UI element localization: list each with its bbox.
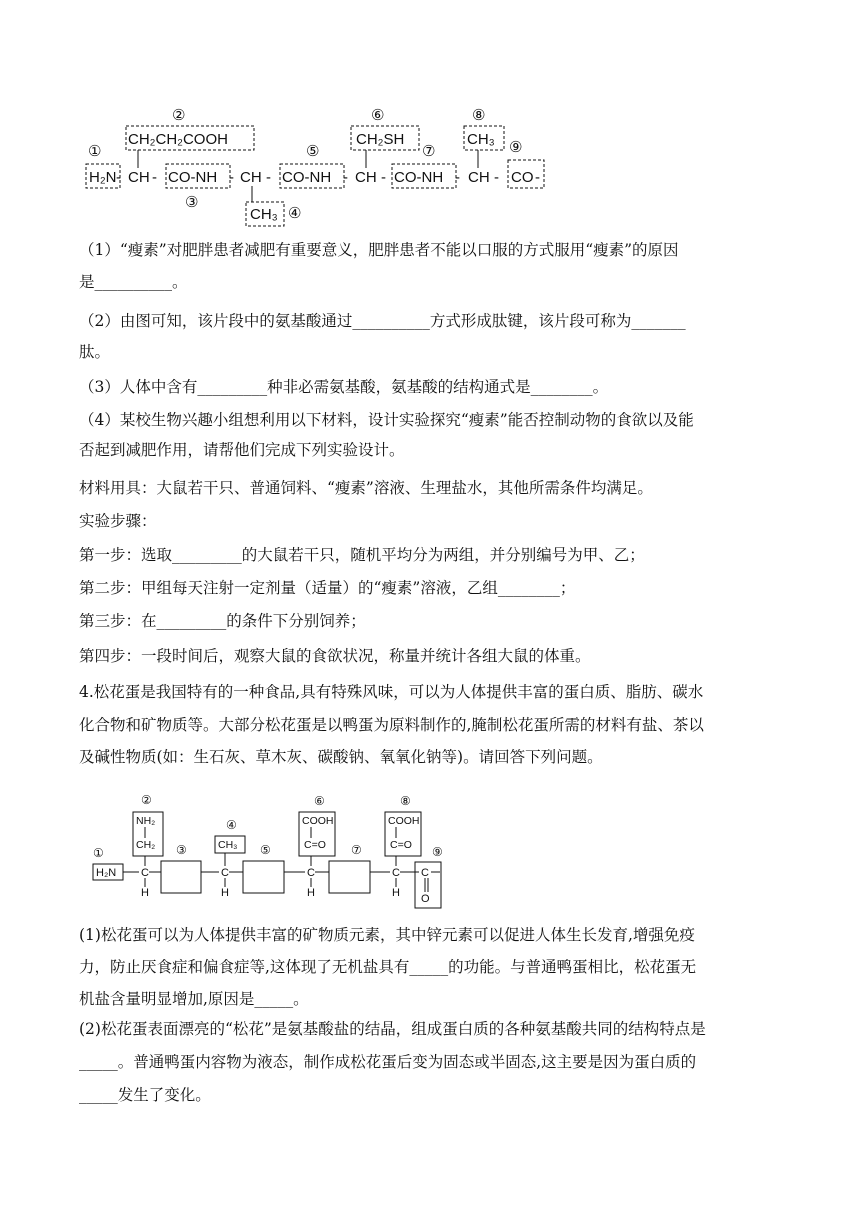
peptide-bond-7: CO-NH xyxy=(394,169,444,186)
fig2-label-7: ⑦ xyxy=(351,843,362,857)
fig2-label-8: ⑧ xyxy=(400,794,411,808)
step-4: 第四步：一段时间后，观察大鼠的食欲状况，称量并统计各组大鼠的体重。 xyxy=(79,647,591,665)
label-1: ① xyxy=(88,143,102,160)
fig2-label-4: ④ xyxy=(226,818,237,832)
svg-text:-: - xyxy=(494,169,499,186)
p4q1-line-2: 力，防止厌食症和偏食症等,这体现了无机盐具有_____的功能。与普通鸭蛋相比，松花蛋无 xyxy=(79,958,697,976)
p4q2-line-1: (2)松花蛋表面漂亮的“松花”是氨基酸盐的结晶，组成蛋白质的各种氨基酸共同的结构特点是 xyxy=(79,1020,706,1038)
q1-line-1: （1）“瘦素”对肥胖患者减肥有重要意义，肥胖患者不能以口服的方式服用“瘦素”的原因 xyxy=(79,241,679,259)
svg-text:-: - xyxy=(266,169,271,186)
svg-text:-: - xyxy=(116,169,121,186)
amino-group: H₂N xyxy=(89,169,117,186)
fig2-r-ch3: CH₃ xyxy=(218,839,238,851)
q2-line-1: （2）由图可知，该片段中的氨基酸通过__________方式形成肽键，该片段可称为_______ xyxy=(79,312,686,330)
carboxyl-end-9: CO xyxy=(511,169,534,186)
p4q2-line-2: _____。普通鸭蛋内容物为液态，制作成松花蛋后变为固态或半固态,这主要是因为蛋白质的 xyxy=(79,1053,697,1071)
label-2: ② xyxy=(172,107,186,124)
problem-4-line-2: 化合物和矿物质等。大部分松花蛋是以鸭蛋为原料制作的,腌制松花蛋所需的材料有盐、茶以 xyxy=(79,716,704,734)
problem-4-line-3: 及碱性物质(如：生石灰、草木灰、碳酸钠、氧氧化钠等)。请回答下列问题。 xyxy=(79,748,603,766)
fig2-label-6: ⑥ xyxy=(314,794,325,808)
peptide-bond-5: CO-NH xyxy=(282,169,332,186)
fig2-alpha-c-4: C xyxy=(392,867,400,879)
q1-line-2: 是__________。 xyxy=(79,273,188,291)
svg-text:-: - xyxy=(535,169,540,186)
fig2-alpha-c-2: C xyxy=(221,867,229,879)
svg-text:-: - xyxy=(229,169,234,186)
alpha-carbon-2: CH xyxy=(240,169,262,186)
label-7: ⑦ xyxy=(422,143,436,160)
label-4: ④ xyxy=(288,205,302,222)
peptide-structure-figure-2 xyxy=(88,790,468,910)
fig2-amino-group: H₂N xyxy=(96,867,117,879)
q4-line-1: （4）某校生物兴趣小组想利用以下材料，设计实验探究“瘦素”能否控制动物的食欲以及能 xyxy=(79,411,694,429)
label-3: ③ xyxy=(185,194,199,211)
q4-line-2: 否起到减肥作用，请帮他们完成下列实验设计。 xyxy=(79,441,405,459)
fig2-h-3: H xyxy=(307,887,315,899)
fig2-label-9: ⑨ xyxy=(432,845,443,859)
p4q2-line-3: _____发生了变化。 xyxy=(79,1086,211,1104)
fig2-r-co-2: C=O xyxy=(390,839,412,851)
r-group-2: CH₂CH₂COOH xyxy=(128,131,228,148)
fig2-terminal-c: C xyxy=(421,867,429,879)
alpha-carbon-1: CH xyxy=(128,169,150,186)
fig2-r-nh2: NH₂ xyxy=(136,815,156,827)
fig2-h-4: H xyxy=(392,887,400,899)
svg-text:-: - xyxy=(455,169,460,186)
peptide-structure-figure-1 xyxy=(80,100,560,230)
fig2-r-cooh-2: COOH xyxy=(388,815,420,827)
fig2-alpha-c-3: C xyxy=(307,867,315,879)
fig2-label-1: ① xyxy=(93,846,104,860)
peptide-bond-3: CO-NH xyxy=(168,169,218,186)
fig2-h-1: H xyxy=(141,887,149,899)
r-group-8: CH₃ xyxy=(467,131,495,148)
materials-line: 材料用具：大鼠若干只、普通饲料、“瘦素”溶液、生理盐水，其他所需条件均满足。 xyxy=(79,479,653,497)
label-6: ⑥ xyxy=(371,107,385,124)
alpha-carbon-3: CH xyxy=(355,169,377,186)
step-1: 第一步：选取_________的大鼠若干只，随机平均分为两组，并分别编号为甲、乙； xyxy=(79,546,645,564)
problem-4-line-1: 4.松花蛋是我国特有的一种食品,具有特殊风味，可以为人体提供丰富的蛋白质、脂肪、碳水 xyxy=(79,683,704,701)
step-2: 第二步：甲组每天注射一定剂量（适量）的“瘦素”溶液，乙组________； xyxy=(79,579,576,597)
svg-text:-: - xyxy=(152,169,157,186)
p4q1-line-3: 机盐含量明显增加,原因是_____。 xyxy=(79,990,309,1008)
label-9: ⑨ xyxy=(509,139,523,156)
fig2-r-ch2: CH₂ xyxy=(136,839,156,851)
alpha-carbon-4: CH xyxy=(468,169,490,186)
fig2-label-5: ⑤ xyxy=(260,843,271,857)
q2-line-2: 肽。 xyxy=(79,343,111,361)
fig2-r-co-1: C=O xyxy=(304,839,326,851)
p4q1-line-1: (1)松花蛋可以为人体提供丰富的矿物质元素，其中锌元素可以促进人体生长发育,增强免疫 xyxy=(79,926,695,944)
label-8: ⑧ xyxy=(472,107,486,124)
fig2-terminal-o: O xyxy=(421,893,430,905)
q3-line: （3）人体中含有_________种非必需氨基酸，氨基酸的结构通式是________。 xyxy=(79,378,609,396)
fig2-label-2: ② xyxy=(141,793,152,807)
fig2-alpha-c-1: C xyxy=(141,867,149,879)
steps-title: 实验步骤： xyxy=(79,512,157,530)
svg-text:-: - xyxy=(343,169,348,186)
fig2-r-cooh-1: COOH xyxy=(302,815,334,827)
label-5: ⑤ xyxy=(306,143,320,160)
fig2-h-2: H xyxy=(221,887,229,899)
svg-text:-: - xyxy=(381,169,386,186)
r-group-4: CH₃ xyxy=(250,206,278,223)
step-3: 第三步：在_________的条件下分别饲养； xyxy=(79,612,366,630)
fig2-label-3: ③ xyxy=(176,843,187,857)
r-group-6: CH₂SH xyxy=(356,131,405,148)
